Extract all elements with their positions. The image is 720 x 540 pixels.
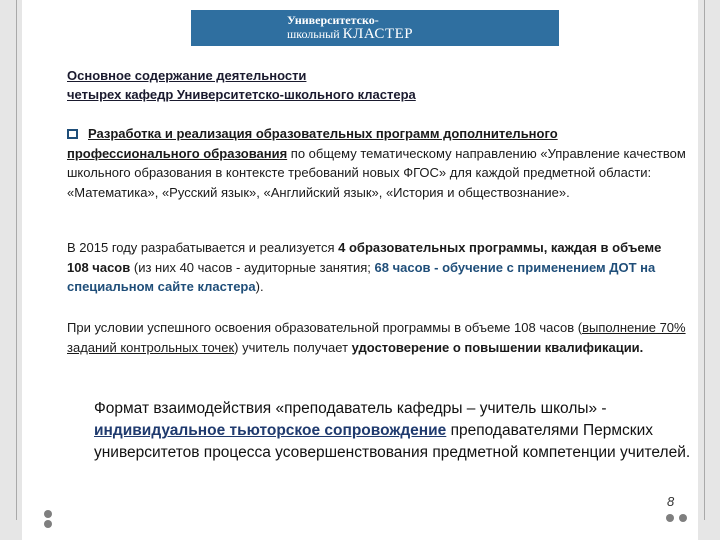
- logo-line-2: [287, 27, 559, 42]
- decor-dot: [44, 520, 52, 528]
- schedule-text-3: ).: [255, 279, 264, 294]
- heading-line-2: четырех кафедр Университетско-школьного кластера: [67, 87, 416, 102]
- format-tutoring: индивидуальное тьюторское сопровождение: [94, 422, 447, 439]
- format-paragraph: [94, 398, 694, 464]
- certificate-paragraph: [67, 318, 695, 357]
- checkbox-bullet-icon: [67, 129, 78, 139]
- decor-dot: [666, 514, 674, 522]
- right-rail-line: [704, 0, 705, 520]
- schedule-online-hours: 68 часов - обучение с применением ДОТ на специальном сайте кластера: [67, 259, 656, 294]
- left-rail-line: [16, 0, 17, 520]
- schedule-text-2: (из них 40 часов - аудиторные занятия;: [130, 259, 375, 275]
- format-text-2: преподавателями Пермских университетов процесса усовершенствования предметной компетенции учителей.: [94, 422, 691, 461]
- logo-word-big: КЛАСТЕР: [342, 26, 414, 42]
- logo-word-small: школьный: [287, 27, 340, 41]
- schedule-paragraph: [67, 238, 677, 297]
- decor-dot: [44, 510, 52, 518]
- program-title-underlined: Разработка и реализация образовательных программ дополнительного профессионального образования: [67, 126, 558, 161]
- page-number: 8: [667, 494, 675, 509]
- logo-line-1: Университетско-: [287, 13, 379, 27]
- schedule-text-1: В 2015 году разрабатывается и реализуется: [67, 240, 339, 255]
- format-text-1: Формат взаимодействия «преподаватель кафедры – учитель школы» -: [94, 400, 607, 417]
- cluster-logo: [191, 10, 559, 46]
- certificate-text-1: При условии успешного освоения образовательной программы в объеме 108 часов (: [67, 320, 583, 335]
- program-paragraph: [67, 124, 687, 202]
- decor-dot: [679, 514, 687, 522]
- program-description: по общему тематическому направлению «Управление качеством школьного образования в контексте требований новых ФГОС» для каждой предметной области: «Математика», «Русский язык», «Английский язык», «История и обществознание».: [67, 145, 686, 200]
- certificate-text-2: ) учитель получает: [234, 339, 352, 355]
- schedule-programs-count: 4 образовательных программы, каждая в объеме 108 часов: [67, 240, 662, 275]
- certificate-checkpoints: выполнение 70% заданий контрольных точек: [67, 320, 686, 355]
- slide-heading: [67, 66, 627, 104]
- certificate-award: удостоверение о повышении квалификации.: [351, 339, 644, 355]
- heading-line-1: Основное содержание деятельности: [67, 68, 307, 83]
